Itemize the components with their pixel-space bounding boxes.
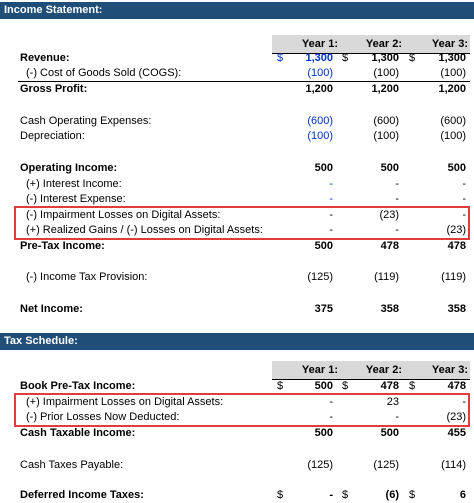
tax-provision-y2: (119) — [374, 271, 399, 283]
deferred-currency-y2: $ — [342, 489, 349, 501]
impairment-row — [0, 208, 474, 223]
interest-expense-row — [0, 192, 474, 207]
deferred-income-taxes-label: Deferred Income Taxes: — [20, 489, 144, 501]
impairment-addback-row — [0, 395, 474, 410]
cash-taxable-income-y1: 500 — [314, 427, 333, 439]
operating-income-y1: 500 — [314, 162, 333, 174]
cogs-y1: (100) — [307, 67, 333, 79]
cash-opex-y2: (600) — [373, 115, 399, 127]
deferred-income-taxes-y1: - — [329, 489, 333, 501]
cash-taxes-payable-row — [0, 458, 474, 473]
realized-gains-label: (+) Realized Gains / (-) Losses on Digital Assets: — [26, 224, 263, 236]
pretax-income-y1: 500 — [314, 240, 333, 252]
depreciation-label: Depreciation: — [20, 130, 85, 142]
book-pretax-currency-y3: $ — [409, 380, 416, 392]
interest-expense-label: (-) Interest Expense: — [26, 193, 126, 205]
deferred-currency-y1: $ — [277, 489, 284, 501]
book-pretax-currency-y1: $ — [277, 380, 284, 392]
year-1-header: Year 1: — [301, 38, 338, 50]
tax-provision-y1: (125) — [307, 271, 333, 283]
prior-losses-label: (-) Prior Losses Now Deducted: — [26, 411, 180, 423]
year-3-header: Year 3: — [431, 38, 468, 50]
cogs-y3: (100) — [440, 67, 466, 79]
deferred-income-taxes-y3: 6 — [459, 489, 466, 501]
tax-provision-label: (-) Income Tax Provision: — [26, 271, 148, 283]
net-income-row — [0, 302, 474, 317]
tax-provision-y3: (119) — [441, 271, 466, 283]
pretax-income-y2: 478 — [380, 240, 399, 252]
pretax-income-y3: 478 — [447, 240, 466, 252]
interest-income-label: (+) Interest Income: — [26, 178, 122, 190]
cash-taxes-payable-label: Cash Taxes Payable: — [20, 459, 124, 471]
impairment-y3: - — [462, 209, 466, 221]
book-pretax-row — [0, 379, 474, 394]
depreciation-y3: (100) — [440, 130, 466, 142]
gross-profit-label: Gross Profit: — [20, 83, 88, 95]
net-income-y1: 375 — [314, 303, 333, 315]
cash-taxes-payable-y2: (125) — [373, 459, 399, 471]
interest-income-y3: - — [462, 178, 466, 190]
interest-income-y1: - — [329, 178, 333, 190]
gross-profit-y2: 1,200 — [371, 83, 399, 95]
tax-schedule-year-headers — [272, 361, 470, 380]
interest-expense-y3: - — [462, 193, 466, 205]
realized-gains-row — [0, 223, 474, 238]
impairment-label: (-) Impairment Losses on Digital Assets: — [26, 209, 221, 221]
book-pretax-y2: 478 — [380, 380, 399, 392]
impairment-addback-y1: - — [329, 396, 333, 408]
cash-opex-label: Cash Operating Expenses: — [20, 115, 152, 127]
interest-income-row — [0, 177, 474, 192]
tax-year-1-header: Year 1: — [301, 364, 338, 376]
impairment-addback-label: (+) Impairment Losses on Digital Assets: — [26, 396, 224, 408]
net-income-y3: 358 — [447, 303, 466, 315]
revenue-row — [0, 51, 474, 66]
interest-expense-y2: - — [395, 193, 399, 205]
revenue-currency-y1: $ — [277, 52, 284, 64]
cash-opex-y1: (600) — [307, 115, 333, 127]
book-pretax-label: Book Pre-Tax Income: — [20, 380, 136, 392]
tax-schedule-header: Tax Schedule: — [0, 333, 474, 350]
cash-taxes-payable-y3: (114) — [441, 459, 466, 471]
tax-provision-row — [0, 270, 474, 285]
deferred-income-taxes-row — [0, 488, 474, 503]
cogs-y2: (100) — [373, 67, 399, 79]
tax-year-3-header: Year 3: — [431, 364, 468, 376]
revenue-currency-y2: $ — [342, 52, 349, 64]
cash-taxable-income-y3: 455 — [447, 427, 466, 439]
operating-income-y2: 500 — [380, 162, 399, 174]
gross-profit-y3: 1,200 — [438, 83, 466, 95]
impairment-addback-y3: - — [462, 396, 466, 408]
cogs-label: (-) Cost of Goods Sold (COGS): — [26, 67, 182, 79]
deferred-income-taxes-y2: (6) — [385, 489, 399, 501]
prior-losses-y1: - — [329, 411, 333, 423]
net-income-label: Net Income: — [20, 303, 83, 315]
impairment-addback-y2: 23 — [386, 396, 399, 408]
revenue-y3: 1,300 — [438, 52, 466, 64]
depreciation-row — [0, 129, 474, 144]
impairment-y1: - — [329, 209, 333, 221]
realized-gains-y3: (23) — [446, 224, 466, 236]
tax-year-2-header: Year 2: — [365, 364, 402, 376]
revenue-label: Revenue: — [20, 52, 70, 64]
cash-taxes-payable-y1: (125) — [307, 459, 333, 471]
cash-taxable-income-row — [0, 426, 474, 441]
operating-income-label: Operating Income: — [20, 162, 118, 174]
impairment-y2: (23) — [379, 209, 399, 221]
pretax-income-label: Pre-Tax Income: — [20, 240, 105, 252]
book-pretax-currency-y2: $ — [342, 380, 349, 392]
cogs-row — [0, 66, 474, 81]
gross-profit-row — [0, 82, 474, 97]
realized-gains-y2: - — [395, 224, 399, 236]
pretax-income-row — [0, 239, 474, 254]
cash-opex-row — [0, 114, 474, 129]
operating-income-row — [0, 161, 474, 176]
revenue-y1: 1,300 — [305, 52, 333, 64]
book-pretax-y1: 500 — [314, 380, 333, 392]
operating-income-y3: 500 — [447, 162, 466, 174]
cash-taxable-income-y2: 500 — [380, 427, 399, 439]
cash-opex-y3: (600) — [440, 115, 466, 127]
net-income-y2: 358 — [380, 303, 399, 315]
revenue-currency-y3: $ — [409, 52, 416, 64]
revenue-y2: 1,300 — [371, 52, 399, 64]
prior-losses-y2: - — [395, 411, 399, 423]
depreciation-y2: (100) — [373, 130, 399, 142]
depreciation-y1: (100) — [307, 130, 333, 142]
income-statement-header: Income Statement: — [0, 2, 474, 19]
realized-gains-y1: - — [329, 224, 333, 236]
cash-taxable-income-label: Cash Taxable Income: — [20, 427, 136, 439]
prior-losses-y3: (23) — [446, 411, 466, 423]
deferred-currency-y3: $ — [409, 489, 416, 501]
year-2-header: Year 2: — [365, 38, 402, 50]
gross-profit-y1: 1,200 — [305, 83, 333, 95]
interest-expense-y1: - — [329, 193, 333, 205]
book-pretax-y3: 478 — [447, 380, 466, 392]
prior-losses-row — [0, 410, 474, 425]
interest-income-y2: - — [395, 178, 399, 190]
